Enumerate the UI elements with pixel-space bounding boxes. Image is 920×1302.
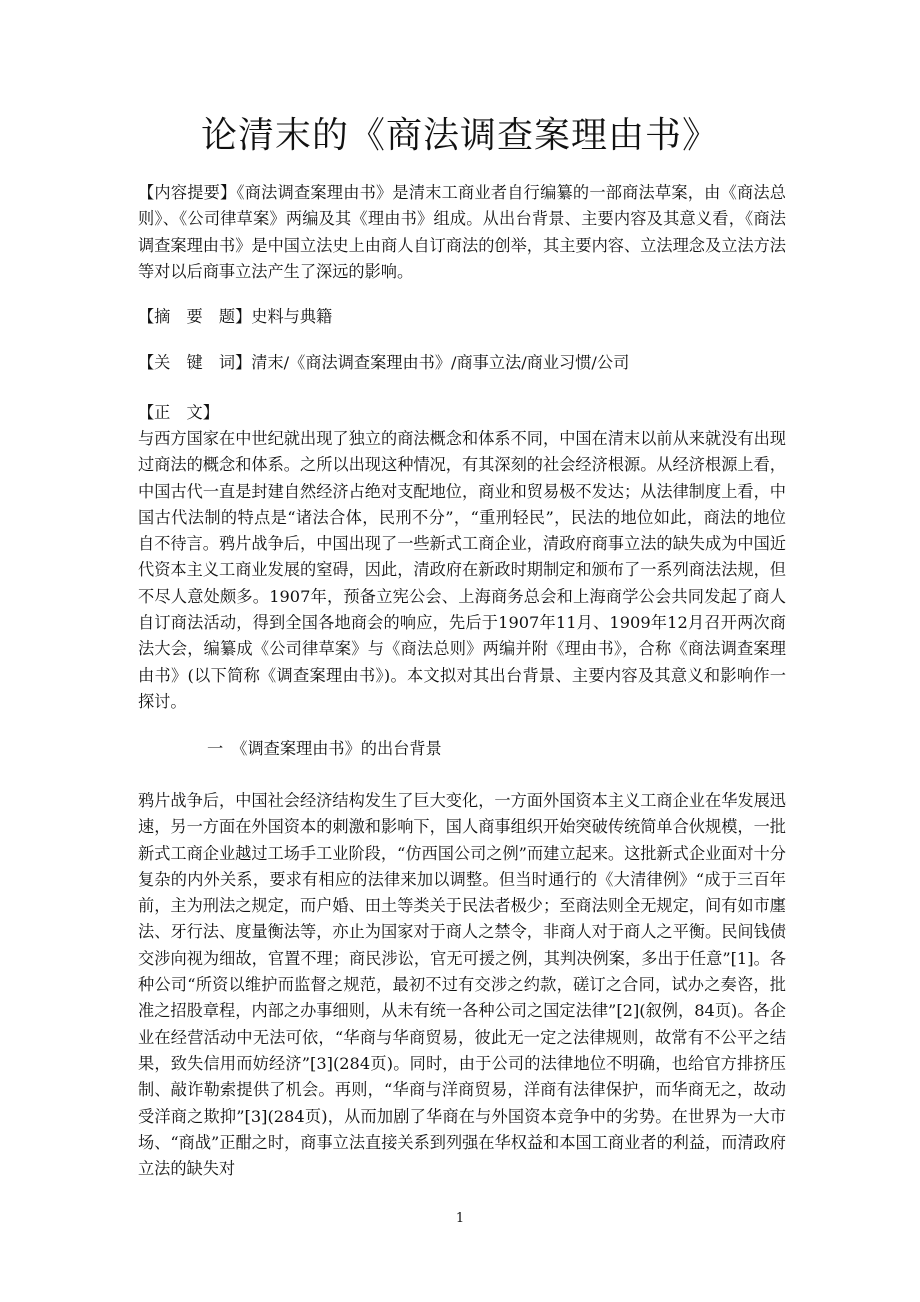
document-title: 论清末的《商法调查案理由书》 (200, 115, 719, 156)
body-paragraph-1: 与西方国家在中世纪就出现了独立的商法概念和体系不同，中国在清末以前从来就没有出现过商法的概念和体系。之所以出现这种情况，有其深刻的社会经济根源。从经济根源上看，中国古代一直是封建自然经济占绝对支配地位，商业和贸易极不发达；从法律制度上看，中国古代法制的特点是“诸法合体，民刑不分”，“重刑轻民”，民法的地位如此，商法的地位自不待言。鸦片战争后，中国出现了一些新式工商企业，清政府商事立法的缺失成为中国近代资本主义工商业发展的窒碍，因此，清政府在新政时期制定和颁布了一系列商法法规，但不尽人意处颇多。1907年，预备立宪公会、上海商务总会和上海商学公会共同发起了商人自订商法活动，得到全国各地商会的响应，先后于1907年11月、1909年12月召开两次商法大会，编纂成《公司律草案》与《商法总则》两编并附《理由书》，合称《商法调查案理由书》(以下简称《调查案理由书》)。本文拟对其出台背景、主要内容及其意义和影响作一探讨。 (138, 429, 786, 711)
keywords-line: 【关 键 词】清末/《商法调查案理由书》/商事立法/商业习惯/公司 (138, 353, 630, 372)
body-label: 【正 文】 (138, 403, 219, 422)
page-number: 1 (455, 1211, 465, 1226)
abstract-paragraph: 【内容提要】《商法调查案理由书》是清末工商业者自行编纂的一部商法草案，由《商法总则》、《公司律草案》两编及其《理由书》组成。从出台背景、主要内容及其意义看，《商法调查案理由书》是中国立法史上由商人自订商法的创举，其主要内容、立法理念及立法方法等对以后商事立法产生了深远的影响。 (138, 183, 786, 281)
body-paragraph-2: 鸦片战争后，中国社会经济结构发生了巨大变化，一方面外国资本主义工商企业在华发展迅速，另一方面在外国资本的刺激和影响下，国人商事组织开始突破传统简单合伙规模，一批新式工商企业越过工场手工业阶段，“仿西国公司之例”而建立起来。这批新式企业面对十分复杂的内外关系，要求有相应的法律来加以调整。但当时通行的《大清律例》“成于三百年前，主为刑法之规定，而户婚、田土等类关于民法者极少；至商法则全无规定，间有如市廛法、牙行法、度量衡法等，亦止为国家对于商人之禁令，非商人对于商人之平衡。民间钱债交涉向视为细故，官置不理；商民涉讼，官无可援之例，其判决例案，多出于任意”[1]。各种公司“所资以维护而监督之规范，最初不过有交涉之约款，磋订之合同，试办之奏咨，批准之招股章程，内部之办事细则，从未有统一各种公司之国定法律”[2](叙例，84页)。各企业在经营活动中无法可依，“华商与华商贸易，彼此无一定之法律规则，故常有不公平之结果，致失信用而妨经济”[3](284页)。同时，由于公司的法律地位不明确，也给官方排挤压制、敲诈勒索提供了机会。再则，“华商与洋商贸易，洋商有法律保护，而华商无之，故动受洋商之欺抑”[3](284页)，从而加剧了华商在与外国资本竞争中的劣势。在世界为一大市场、“商战”正酣之时，商事立法直接关系到列强在华权益和本国工商业者的利益，而清政府立法的缺失对 (138, 791, 786, 1179)
subject-line: 【摘 要 题】史料与典籍 (138, 307, 333, 326)
section-heading: 一 《调查案理由书》的出台背景 (207, 739, 442, 758)
